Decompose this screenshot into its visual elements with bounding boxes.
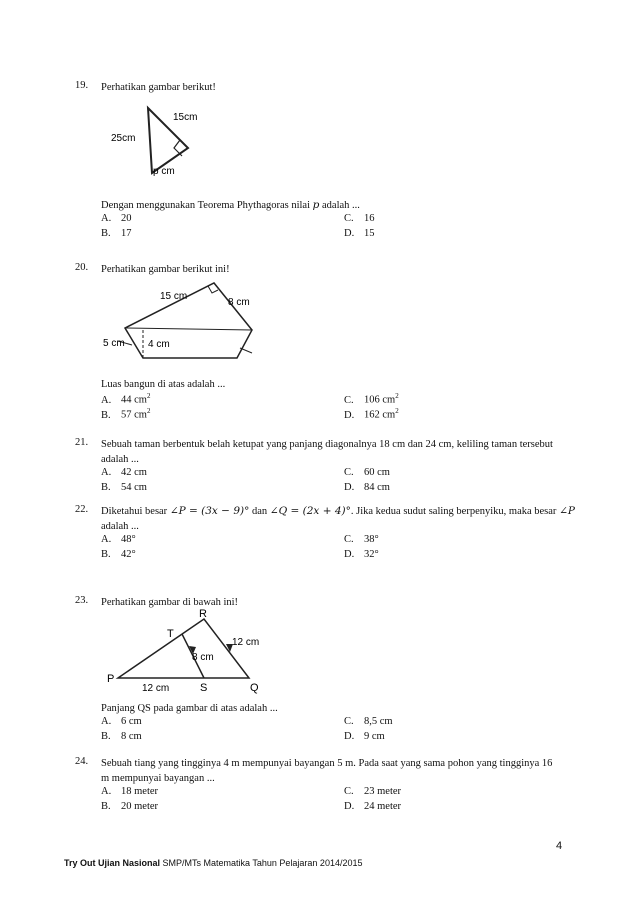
option-d[interactable]: D. 15 xyxy=(344,228,375,239)
option-b[interactable]: B. 20 meter xyxy=(101,801,159,812)
similar-triangles-figure xyxy=(104,607,284,697)
question-text: Luas bangun di atas adalah ... xyxy=(101,379,226,390)
question-text: Panjang QS pada gambar di atas adalah ... xyxy=(101,703,278,714)
option-a[interactable]: A. 6 cm xyxy=(101,716,142,727)
option-d[interactable]: D. 24 meter xyxy=(344,801,402,812)
question-prompt: Perhatikan gambar berikut! xyxy=(101,82,216,93)
label-base: p cm xyxy=(153,166,175,177)
option-d[interactable]: D. 9 cm xyxy=(344,731,385,742)
option-c[interactable]: C. 60 cm xyxy=(344,467,390,478)
label-TS: 8 cm xyxy=(192,652,214,663)
option-c[interactable]: C. 16 xyxy=(344,213,375,224)
label-height: 4 cm xyxy=(148,339,170,350)
question-prompt: Perhatikan gambar di bawah ini! xyxy=(101,597,239,608)
question-number: 23. xyxy=(75,595,89,606)
question-number: 20. xyxy=(75,262,89,273)
label-top-side: 15 cm xyxy=(160,291,188,302)
label-hypotenuse: 25cm xyxy=(111,133,136,144)
option-a[interactable]: A. 20 xyxy=(101,213,132,224)
option-b[interactable]: B. 42° xyxy=(101,549,136,560)
question-prompt: Diketahui besar ∠P = (3x − 9)° dan ∠Q = (2x + 4)°. Jika kedua sudut saling berpenyiku, maka besar ∠P xyxy=(101,505,575,517)
option-c[interactable]: C. 106 $cm^2$ xyxy=(344,392,399,406)
option-c[interactable]: C. 38° xyxy=(344,534,379,545)
option-c[interactable]: C. 8,5 cm xyxy=(344,716,393,727)
option-b[interactable]: B. 54 cm xyxy=(101,482,147,493)
label-PS: 12 cm xyxy=(142,683,170,694)
question-prompt: Sebuah tiang yang tingginya 4 m mempunyai bayangan 5 m. Pada saat yang sama pohon yang tingginya 16 m mempunyai bayangan ... xyxy=(101,758,553,784)
option-b[interactable]: B. 57 $cm^2$ xyxy=(101,407,151,421)
option-a[interactable]: A. 48° xyxy=(101,534,136,545)
label-right-side: 8 cm xyxy=(228,297,250,308)
question-prompt: Perhatikan gambar berikut ini! xyxy=(101,264,230,275)
label-RQ: 12 cm xyxy=(232,637,260,648)
option-b[interactable]: B. 17 xyxy=(101,228,132,239)
option-a[interactable]: A. 42 cm xyxy=(101,467,147,478)
label-left-side: 5 cm xyxy=(103,338,125,349)
label-P: P xyxy=(107,673,115,685)
page-number: 4 xyxy=(556,840,563,852)
option-d[interactable]: D. 32° xyxy=(344,549,379,560)
label-leg: 15cm xyxy=(173,112,198,123)
label-S: S xyxy=(200,682,208,694)
question-number: 24. xyxy=(75,756,89,767)
question-number: 19. xyxy=(75,80,89,91)
option-a[interactable]: A. 44 $cm^2$ xyxy=(101,392,151,406)
label-Q: Q xyxy=(250,682,259,694)
question-prompt-cont: adalah ... xyxy=(101,521,139,532)
question-number: 21. xyxy=(75,437,89,448)
option-a[interactable]: A. 18 meter xyxy=(101,786,159,797)
pentagon-figure xyxy=(100,278,280,373)
question-text: Dengan menggunakan Teorema Phythagoras nilai p adalah ... xyxy=(101,199,360,211)
page-footer: Try Out Ujian Nasional SMP/MTs Matematika Tahun Pelajaran 2014/2015 xyxy=(64,858,363,868)
option-b[interactable]: B. 8 cm xyxy=(101,731,142,742)
label-T: T xyxy=(167,628,174,640)
question-number: 22. xyxy=(75,504,89,515)
question-prompt: Sebuah taman berbentuk belah ketupat yang panjang diagonalnya 18 cm dan 24 cm, keliling taman tersebut adalah ... xyxy=(101,439,553,465)
label-R: R xyxy=(199,608,207,620)
option-d[interactable]: D. 84 cm xyxy=(344,482,390,493)
right-triangle-figure xyxy=(105,103,215,183)
option-c[interactable]: C. 23 meter xyxy=(344,786,402,797)
option-d[interactable]: D. 162 $cm^2$ xyxy=(344,407,399,421)
